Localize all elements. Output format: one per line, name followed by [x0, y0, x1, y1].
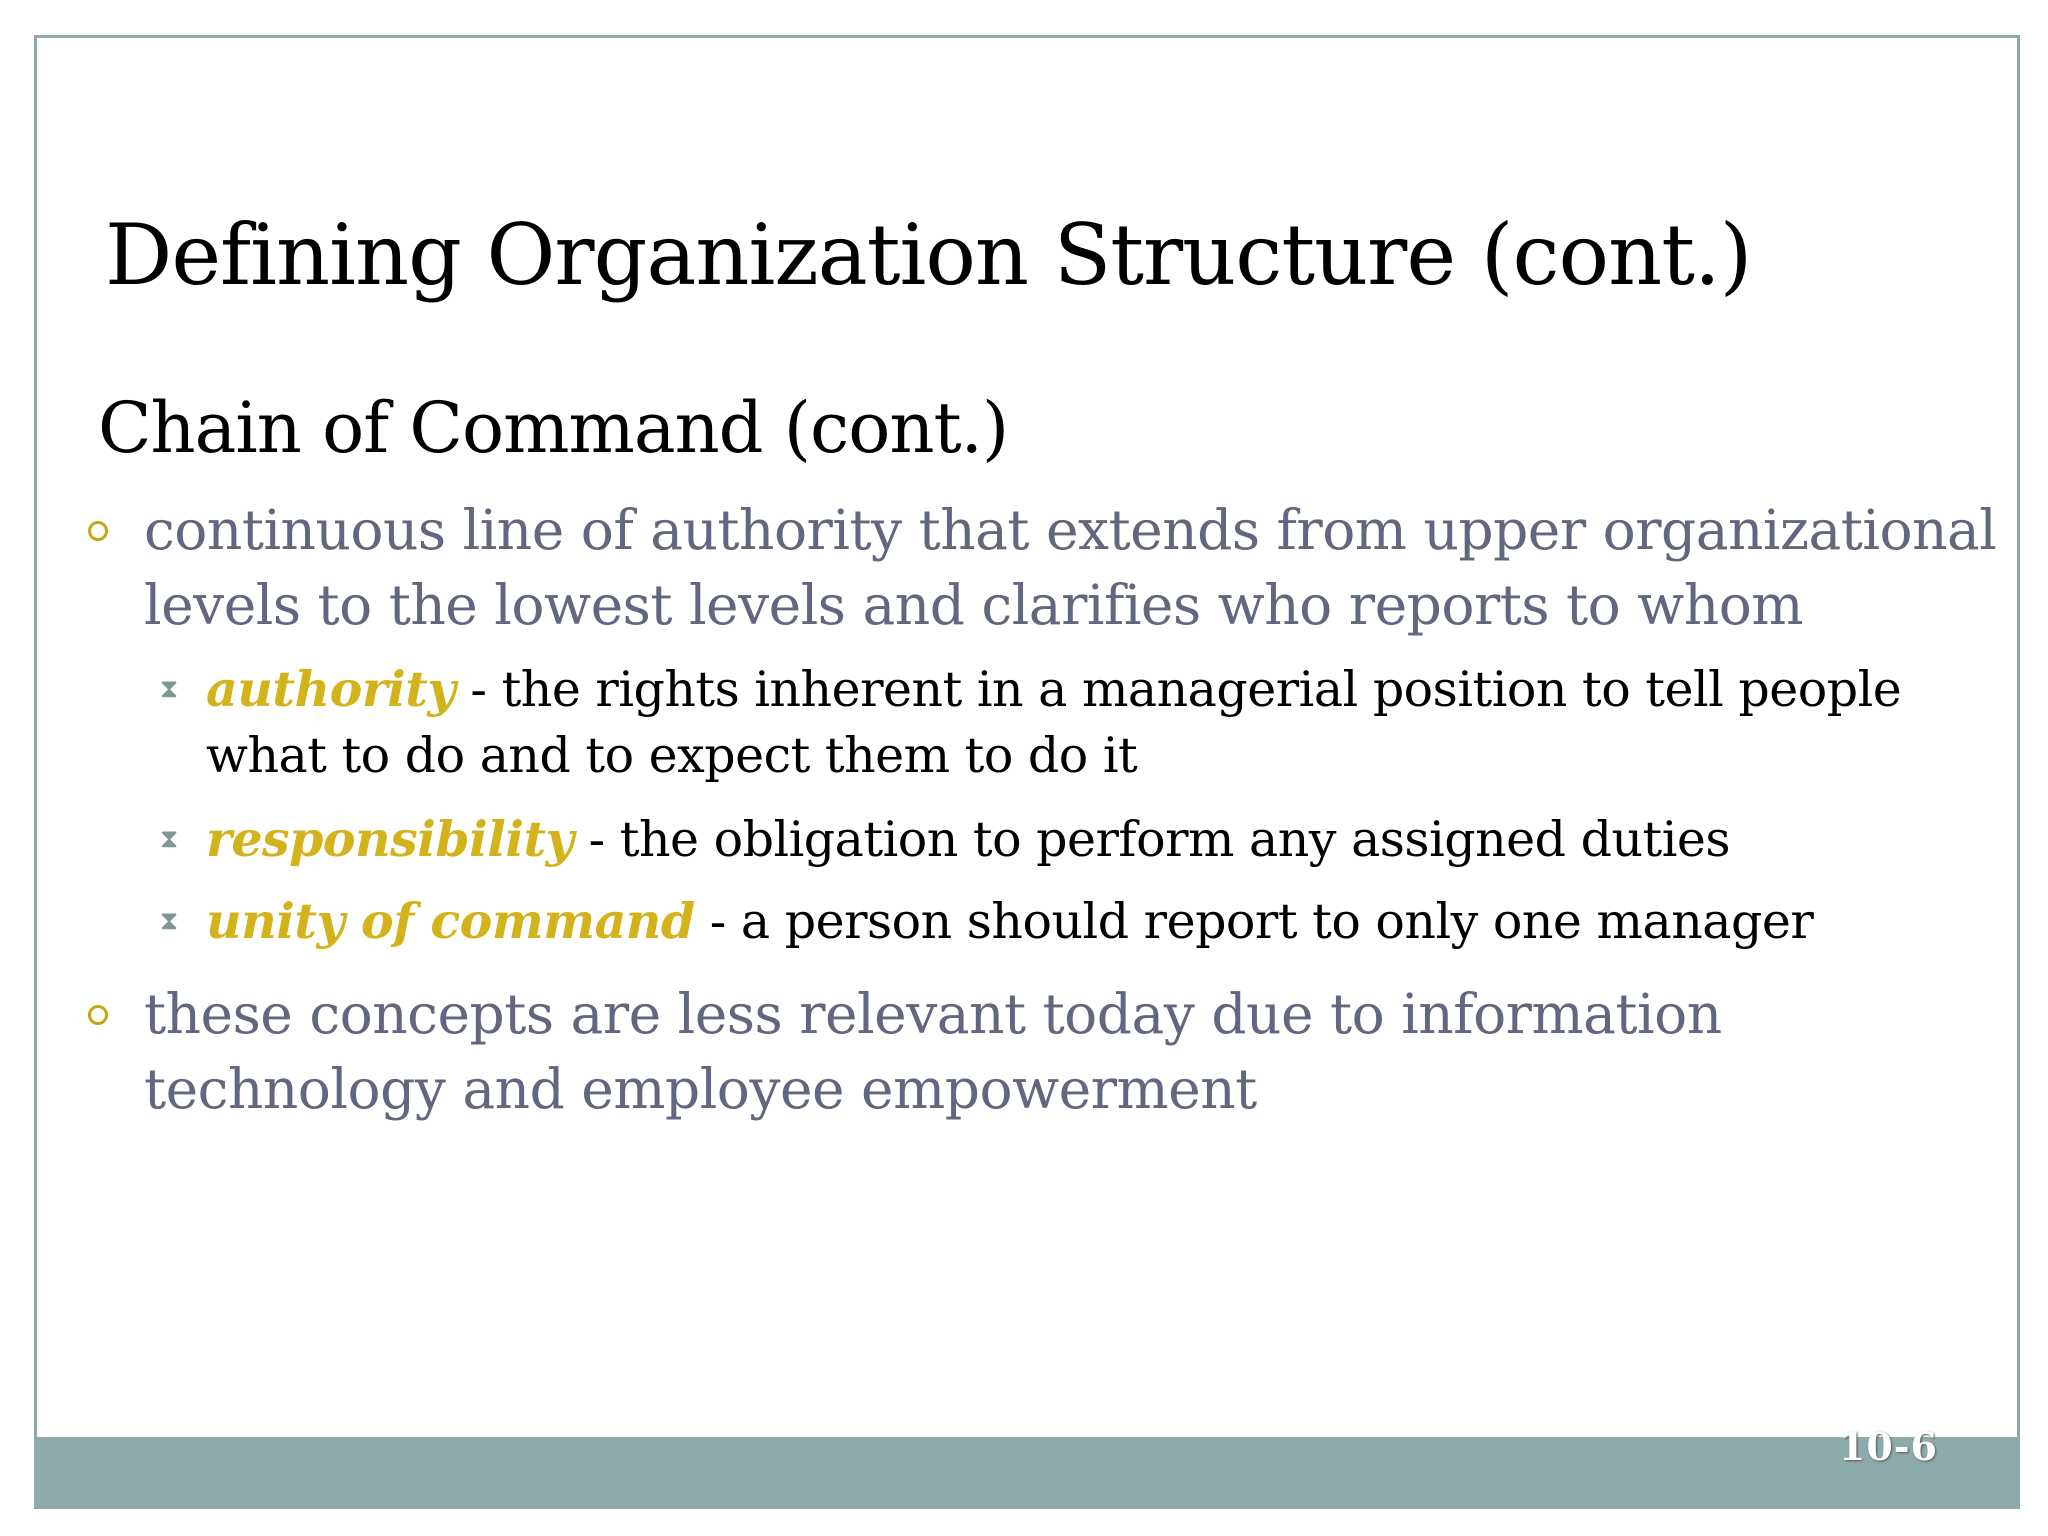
footer-band: [34, 1437, 2020, 1509]
sub-bullet-text: [206, 806, 2000, 873]
slide-title: Defining Organization Structure (cont.): [105, 206, 1752, 304]
page-number: 10-6: [1838, 1424, 1938, 1469]
bullet-text: continuous line of authority that extends from upper organizational levels to the lowest levels and clarifies who reports to whom: [144, 498, 1997, 637]
bullet-text: these concepts are less relevant today due to information technology and employee empowerment: [144, 982, 1722, 1121]
bowtie-bullet-icon: ⧗: [160, 674, 178, 704]
hollow-circle-bullet-icon: [88, 521, 108, 541]
sub-bullet-item: [160, 806, 2000, 873]
bowtie-bullet-icon: ⧗: [160, 824, 178, 854]
definition-responsibility: - the obligation to perform any assigned duties: [573, 811, 1731, 868]
sub-bullet-text: [206, 656, 2000, 789]
term-authority: authority: [206, 660, 456, 718]
term-unity-of-command: unity of command: [206, 892, 695, 950]
hollow-circle-bullet-icon: [88, 1005, 108, 1025]
definition-authority: - the rights inherent in a managerial position to tell people what to do and to expect them to do it: [206, 661, 1902, 784]
bullet-item: [82, 493, 2012, 643]
bullet-item: [82, 977, 2012, 1127]
term-responsibility: responsibility: [206, 810, 574, 868]
bowtie-bullet-icon: ⧗: [160, 906, 178, 936]
sub-bullet-text: [206, 888, 2000, 955]
sub-bullet-item: [160, 656, 2000, 789]
sub-bullet-item: [160, 888, 2000, 955]
definition-unity-of-command: - a person should report to only one manager: [694, 893, 1814, 950]
slide-subtitle: Chain of Command (cont.): [98, 387, 1009, 469]
